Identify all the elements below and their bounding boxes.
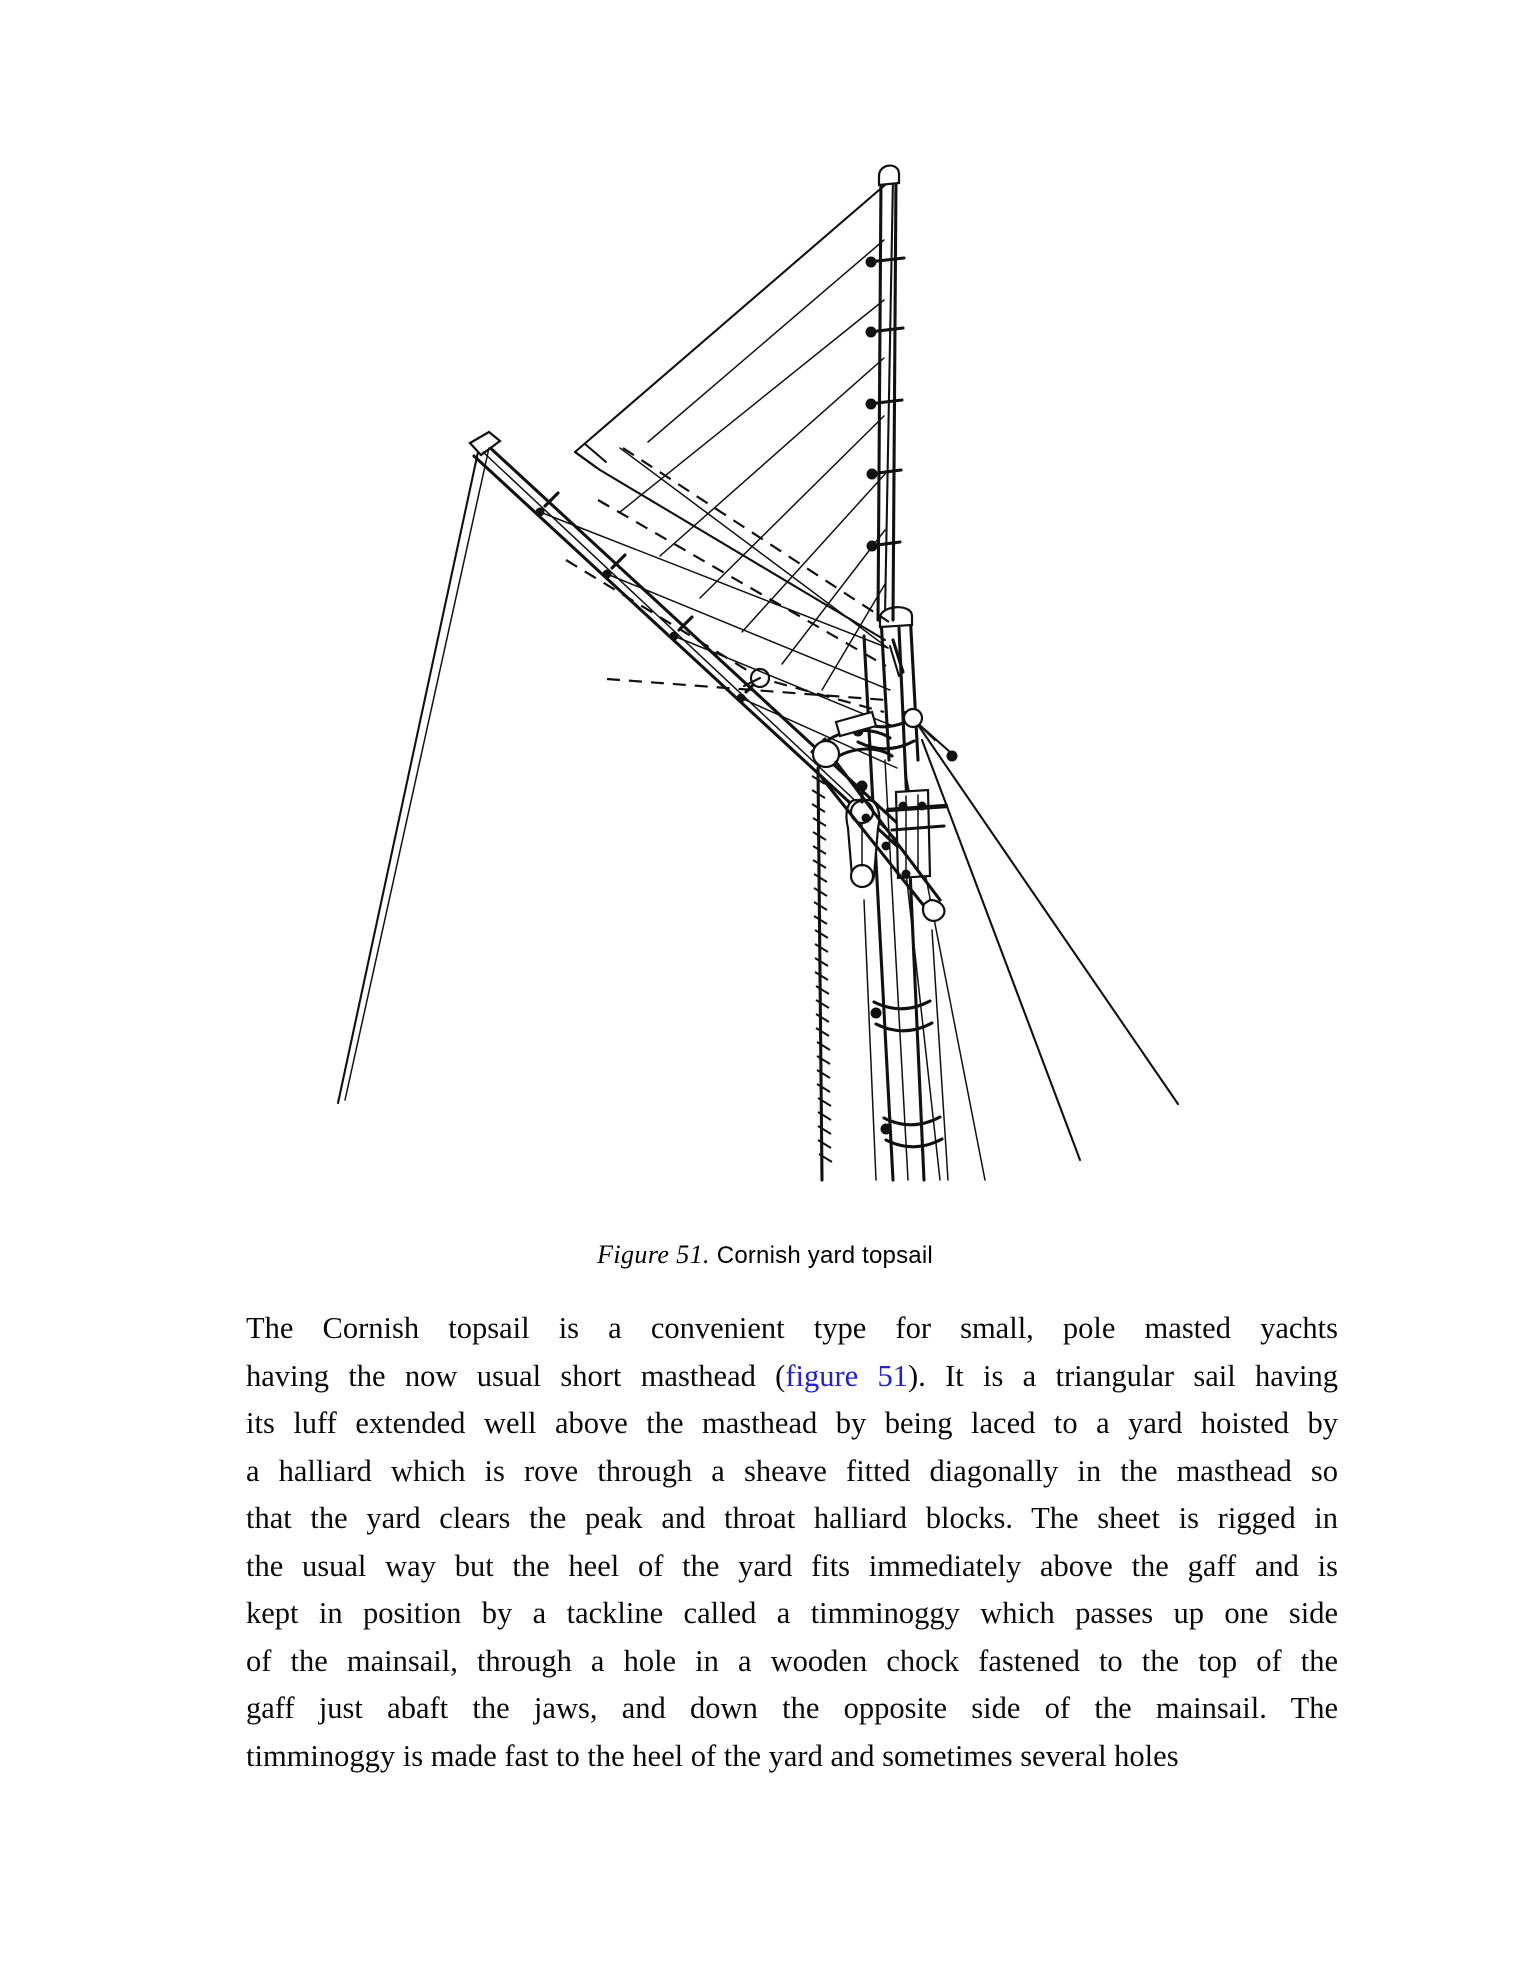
figure-caption bbox=[0, 1238, 1530, 1273]
body-line-10: timminoggy is made fast to the heel of the yard and sometimes several holes bbox=[246, 1738, 1179, 1773]
gaff-jaws-and-blocks bbox=[813, 712, 946, 921]
yard-lacing-bands bbox=[866, 257, 904, 551]
figure-caption-label: Figure 51. bbox=[597, 1240, 710, 1269]
gaff-spar bbox=[470, 432, 922, 860]
sail-seams bbox=[620, 240, 885, 690]
paragraph-cornish-topsail bbox=[190, 1305, 1338, 1780]
body-line-3: its luff extended well above the masthead by being laced to a yard hoisted by bbox=[246, 1406, 1338, 1440]
figure-51-link[interactable]: figure 51 bbox=[785, 1358, 908, 1393]
body-line-7: kept in position by a tackline called a timminoggy which passes up one side bbox=[246, 1596, 1338, 1630]
body-line-5: that the yard clears the peak and throat halliard blocks. The sheet is rigged in bbox=[246, 1501, 1338, 1535]
body-line-6: the usual way but the heel of the yard fits immediately above the gaff and is bbox=[246, 1548, 1338, 1583]
body-line-8: of the mainsail, through a hole in a wooden chock fastened to the top of the bbox=[246, 1643, 1338, 1678]
body-line-2-suffix: ). It is a triangular sail having bbox=[907, 1358, 1339, 1393]
figure-caption-text: Cornish yard topsail bbox=[709, 1242, 933, 1269]
topsail-canvas bbox=[575, 178, 893, 690]
body-line-4: a halliard which is rove through a sheave fitted diagonally in the masthead so bbox=[246, 1453, 1338, 1488]
timminoggy-rope bbox=[812, 768, 832, 1180]
body-line-2 bbox=[190, 1353, 1338, 1401]
body-paragraph bbox=[190, 1305, 1338, 1780]
shrouds-and-stays bbox=[338, 448, 1178, 1180]
body-line-9: gaff just abaft the jaws, and down the opposite side of the mainsail. The bbox=[246, 1691, 1338, 1725]
body-line-1: The Cornish topsail is a convenient type for small, pole masted yachts bbox=[246, 1311, 1338, 1345]
timminoggy-and-halliard-dashed bbox=[566, 448, 889, 712]
body-line-2-prefix: having the now usual short masthead ( bbox=[246, 1358, 786, 1393]
topsail-yard bbox=[866, 166, 904, 620]
